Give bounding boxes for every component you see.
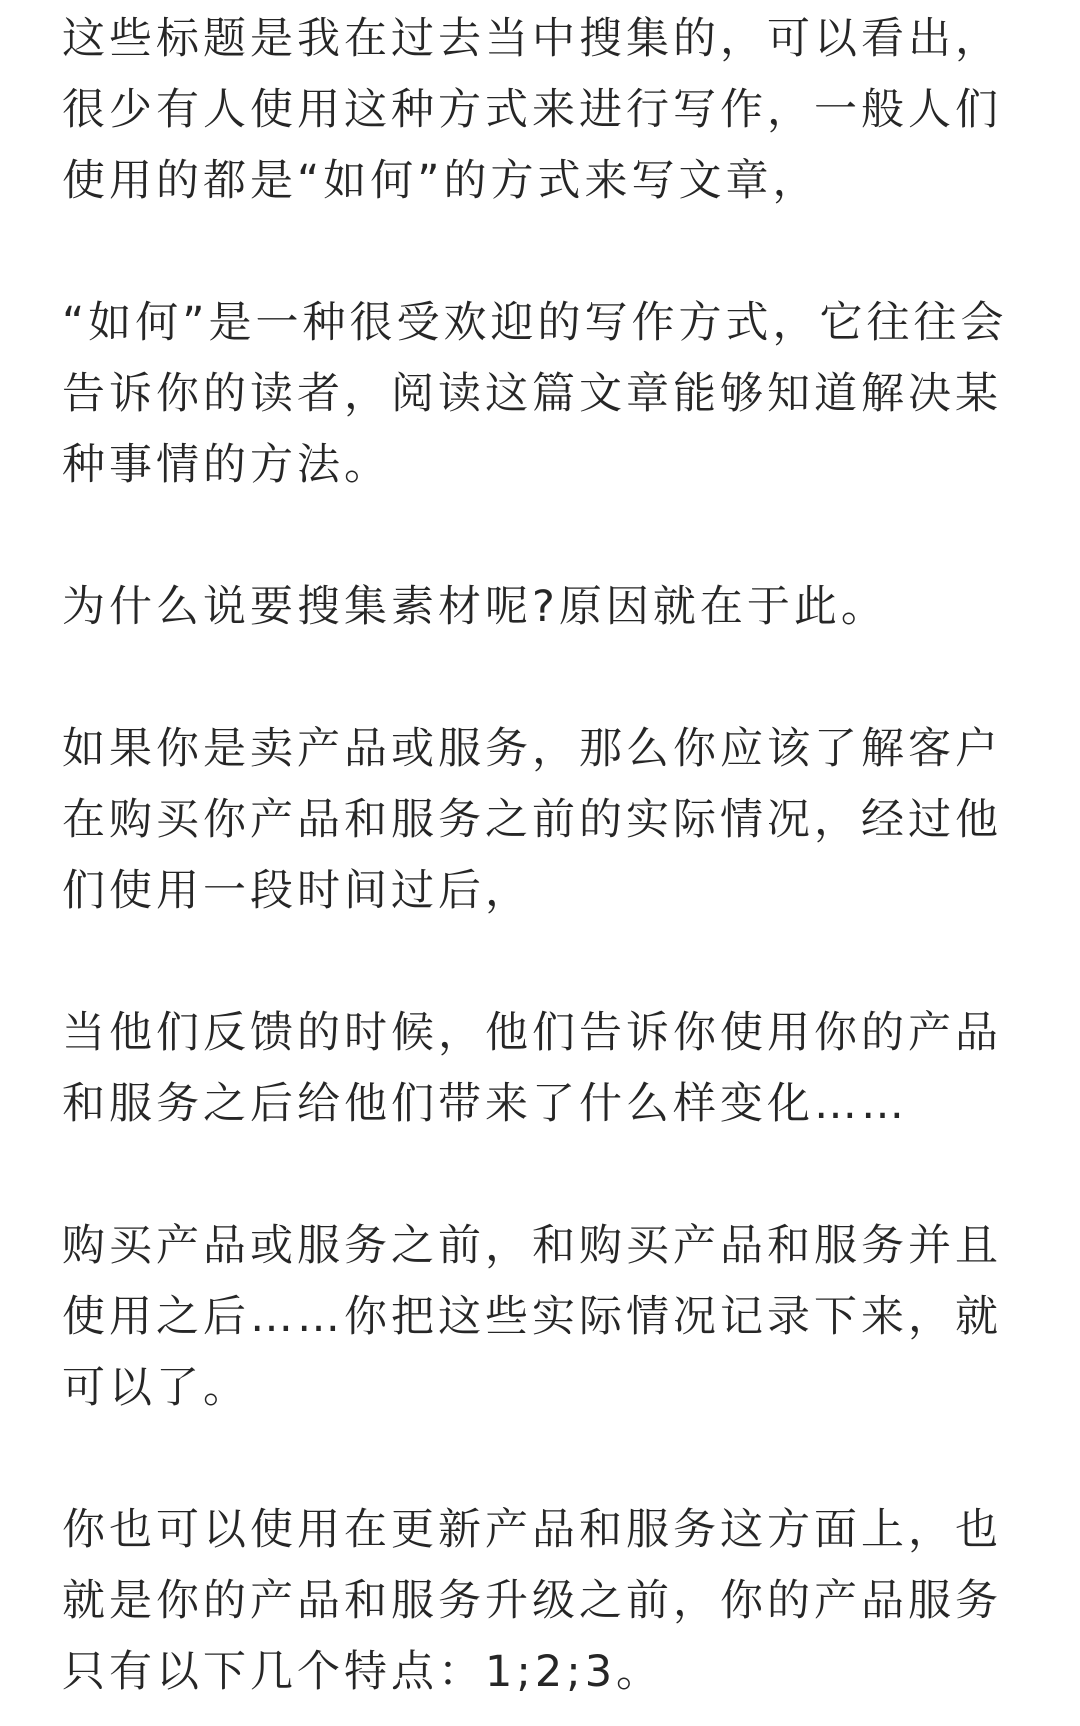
paragraph: 这些标题是我在过去当中搜集的，可以看出， 很少有人使用这种方式来进行写作，一般人们 使用的都是“如何”的方式来写文章， [62,14,1002,206]
article-body [62,4,1042,1708]
paragraph: 当他们反馈的时候，他们告诉你使用你的产品 和服务之后给他们带来了什么样变化…… [62,1008,1002,1129]
paragraph: “如何”是一种很受欢迎的写作方式，它往往会 告诉你的读者，阅读这篇文章能够知道解决某 种事情的方法。 [62,298,1008,490]
paragraph: 如果你是卖产品或服务，那么你应该了解客户 在购买你产品和服务之前的实际情况，经过他 们使用一段时间过后， [62,724,1002,916]
paragraph: 购买产品或服务之前，和购买产品和服务并且 使用之后……你把这些实际情况记录下来，就 可以了。 [62,1221,1002,1413]
paragraph: 为什么说要搜集素材呢?原因就在于此。 [62,582,888,632]
paragraph: 你也可以使用在更新产品和服务这方面上，也 就是你的产品和服务升级之前，你的产品服务 只有以下几个特点：1;2;3。 [62,1505,1002,1697]
